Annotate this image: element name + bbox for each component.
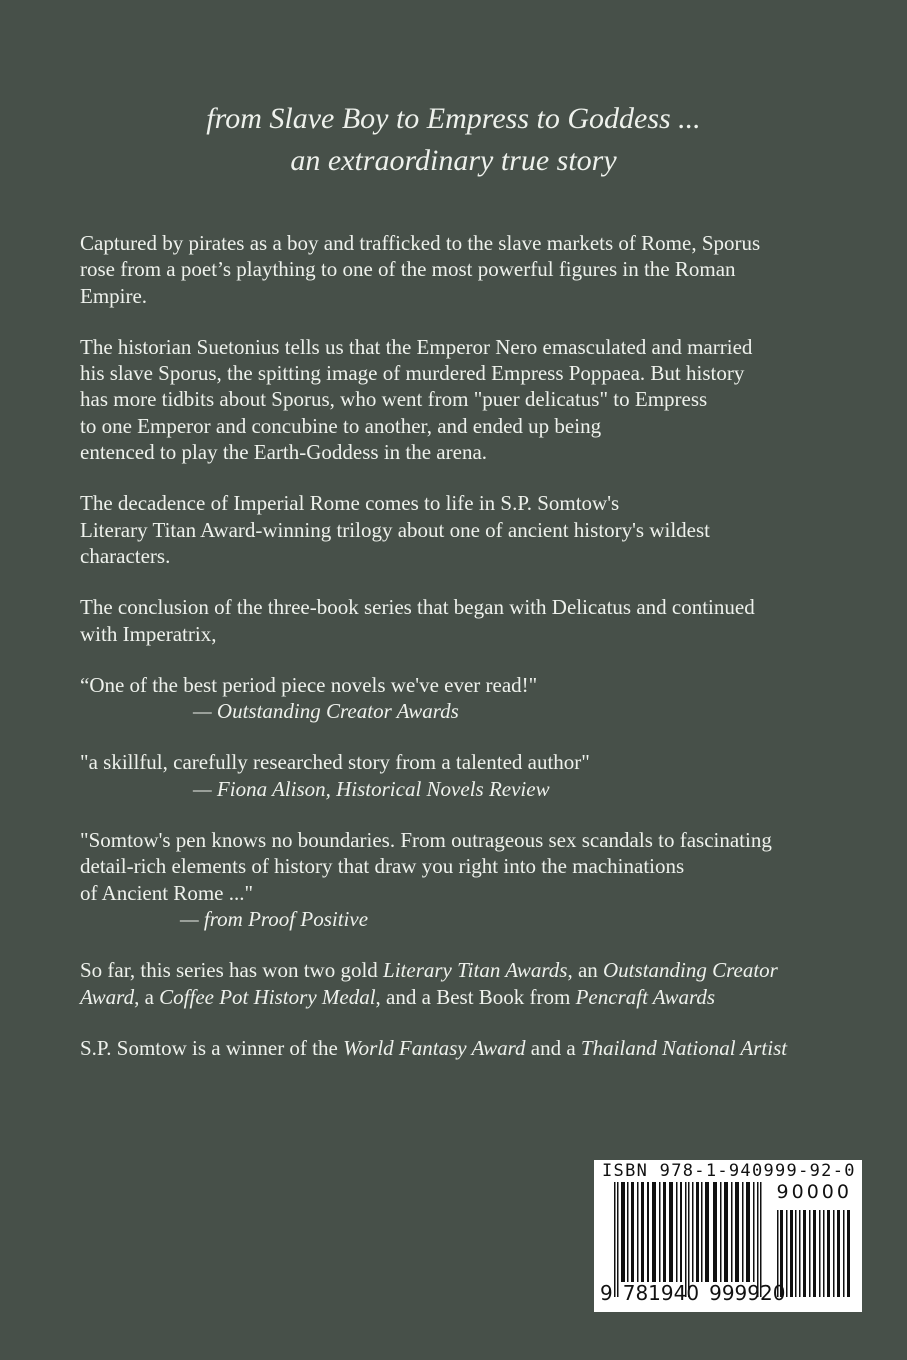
tagline-line-2: an extraordinary true story bbox=[290, 144, 617, 177]
review-quote: detail-rich elements of history that draw you right into the machinations bbox=[80, 854, 685, 879]
isbn-barcode bbox=[594, 1160, 862, 1312]
award-literary-titan: Literary Titan Awards bbox=[383, 958, 568, 983]
paragraph-capture bbox=[80, 230, 880, 309]
review-quote: "a skillful, carefully researched story from a talented author" bbox=[80, 750, 590, 775]
review-1 bbox=[80, 672, 880, 725]
text-line: Captured by pirates as a boy and trafficked to the slave markets of Rome, Sporus bbox=[80, 231, 761, 255]
paragraph-suetonius bbox=[80, 334, 880, 465]
text-line: his slave Sporus, the spitting image of murdered Empress Poppaea. But history bbox=[80, 361, 745, 386]
price-addon-label: 90000 bbox=[776, 1181, 852, 1203]
text-line: The historian Suetonius tells us that the Emperor Nero emasculated and married bbox=[80, 334, 753, 359]
text-line: entenced to play the Earth-Goddess in the arena. bbox=[80, 440, 488, 465]
review-attribution: — Outstanding Creator Awards bbox=[193, 699, 459, 724]
award-pencraft: Pencraft Awards bbox=[575, 984, 716, 1009]
text-line: S.P. Somtow is a winner of the World Fantasy Award and a Thailand National Artist bbox=[80, 1035, 788, 1060]
review-quote: of Ancient Rome ..." bbox=[80, 880, 254, 905]
addon-bars bbox=[777, 1210, 851, 1297]
text-line: Empire. bbox=[80, 283, 148, 308]
text-line: Award, a Coffee Pot History Medal, and a Best Book from Pencraft Awards bbox=[80, 984, 716, 1009]
text-line: characters. bbox=[80, 543, 171, 568]
award-world-fantasy: World Fantasy Award bbox=[343, 1035, 526, 1060]
text-line: with Imperatrix, bbox=[80, 621, 217, 646]
review-attribution: — from Proof Positive bbox=[180, 906, 369, 931]
paragraph-awards bbox=[80, 957, 880, 1010]
award-coffee-pot: Coffee Pot History Medal bbox=[159, 984, 376, 1009]
text-line: Literary Titan Award-winning trilogy about one of ancient history's wildest bbox=[80, 517, 711, 542]
isbn-label: ISBN 978-1-940999-92-0 bbox=[602, 1161, 856, 1181]
ean13-bars bbox=[614, 1182, 764, 1297]
text-line: The decadence of Imperial Rome comes to life in S.P. Somtow's bbox=[80, 491, 620, 516]
paragraph-author bbox=[80, 1035, 880, 1061]
tagline-line-1: from Slave Boy to Empress to Goddess ... bbox=[206, 102, 701, 135]
text-line: So far, this series has won two gold Literary Titan Awards, an Outstanding Creator bbox=[80, 958, 778, 983]
review-2 bbox=[80, 749, 880, 802]
review-attribution: — Fiona Alison, Historical Novels Review bbox=[193, 776, 550, 801]
back-cover-copy bbox=[80, 230, 880, 1061]
review-3 bbox=[80, 827, 880, 932]
review-quote: “One of the best period piece novels we've ever read!" bbox=[80, 672, 538, 697]
award-outstanding-creator: Outstanding Creator bbox=[603, 958, 778, 983]
paragraph-conclusion bbox=[80, 594, 880, 647]
tagline bbox=[0, 98, 907, 182]
text-line: to one Emperor and concubine to another, and ended up being bbox=[80, 413, 602, 438]
paragraph-decadence bbox=[80, 490, 880, 569]
ean13-digits: 9 781940 999920 bbox=[600, 1281, 786, 1305]
review-quote: "Somtow's pen knows no boundaries. From outrageous sex scandals to fascinating bbox=[80, 828, 772, 853]
text-line: rose from a poet’s plaything to one of the most powerful figures in the Roman bbox=[80, 257, 736, 282]
text-line: has more tidbits about Sporus, who went from "puer delicatus" to Empress bbox=[80, 387, 708, 412]
text-line: The conclusion of the three-book series that began with Delicatus and continued bbox=[80, 595, 755, 620]
award-thailand-national-artist: Thailand National Artist bbox=[580, 1035, 788, 1060]
